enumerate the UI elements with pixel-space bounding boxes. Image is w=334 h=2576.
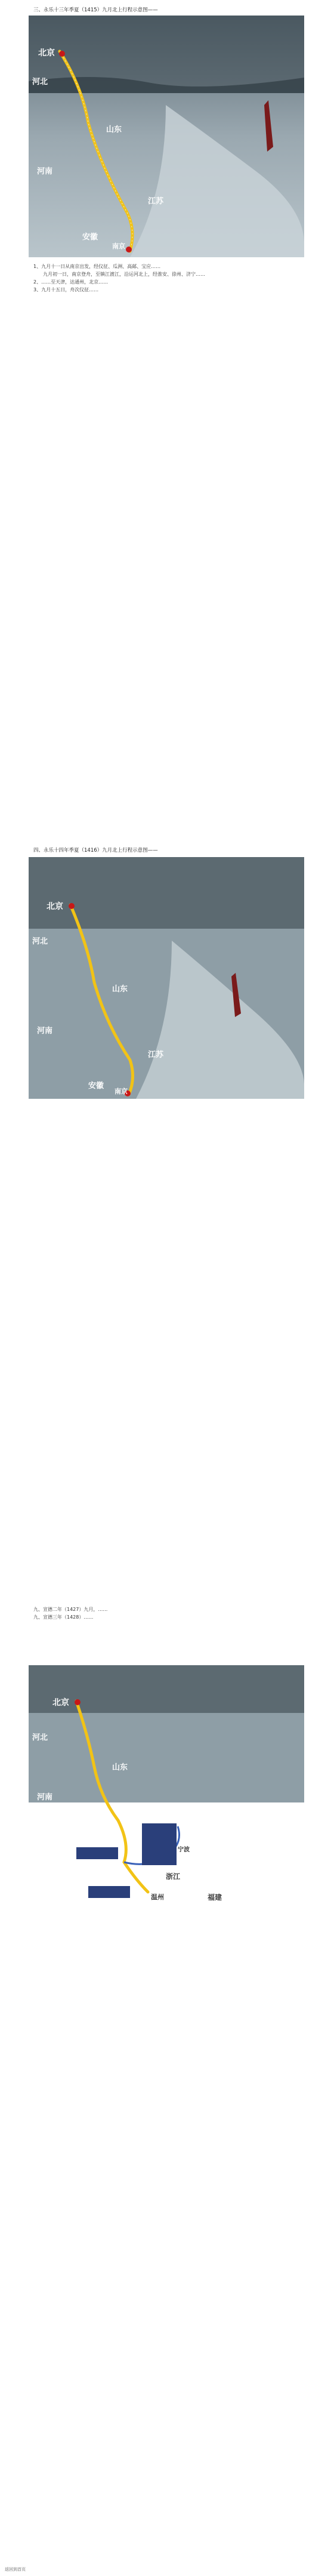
map-label-hebei: 河北: [32, 1733, 48, 1742]
map-label-shandong: 山东: [112, 985, 128, 994]
section-1-heading: 三、永乐十三年季夏（1415）九月北上行程示意图——: [33, 7, 158, 13]
map-label-fujian: 福建: [208, 1893, 222, 1902]
map-label-shandong: 山东: [106, 125, 122, 134]
map-label-nanjing: 南京: [115, 1087, 128, 1095]
note-line: 1、九月十一日从南京出发，经仪征、瓜洲、高邮、宝应……: [33, 264, 161, 269]
map-label-zhejiang: 浙江: [166, 1872, 181, 1881]
section-2-heading: 四、永乐十四年季夏（1416）九月北上行程示意图——: [33, 848, 158, 853]
map-label-henan: 河南: [37, 1027, 53, 1036]
map-label-anhui: 安徽: [88, 1081, 104, 1090]
map-label-jiangsu: 江苏: [148, 1050, 164, 1059]
map-label-hebei: 河北: [32, 937, 48, 946]
route-map-2: [29, 857, 304, 1099]
map-label-beijing: 北京: [52, 1698, 69, 1708]
section-1-notes: [33, 263, 296, 294]
note-line: 3、九月十五日，舟次仪征……: [33, 287, 99, 292]
note-line: 九月初一日，南京登舟，至镇江渡江，沿运河北上，经淮安、徐州、济宁……: [33, 272, 205, 277]
note-line: 九、宣德二年（1427）九月，……: [33, 1607, 108, 1612]
map-label-beijing: 北京: [38, 48, 55, 58]
poem-title: [57, 334, 272, 341]
map-label-ningbo: 宁波: [178, 1847, 190, 1853]
section-3-notes: [33, 1606, 296, 1621]
poem-block: [57, 334, 272, 343]
route-map-3: [29, 1665, 304, 1916]
map-label-henan: 河南: [37, 1793, 53, 1802]
map-label-beijing: 北京: [47, 902, 63, 911]
note-line: 2、……至天津，达通州，北京……: [33, 279, 109, 285]
map-label-anhui: 安徽: [82, 233, 98, 242]
map-label-wenzhou: 温州: [151, 1893, 164, 1901]
route-map-1: [29, 16, 304, 257]
map-label-nanjing: 南京: [112, 242, 125, 250]
map-label-henan: 河南: [37, 167, 53, 176]
note-line: 九、宣德三年（1428）……: [33, 1614, 94, 1620]
map-label-shandong: 山东: [112, 1763, 128, 1772]
map-label-hebei: 河北: [32, 78, 48, 87]
footer-link[interactable]: 返回到首页: [5, 2567, 26, 2572]
map-label-jiangsu: 江苏: [148, 197, 164, 206]
